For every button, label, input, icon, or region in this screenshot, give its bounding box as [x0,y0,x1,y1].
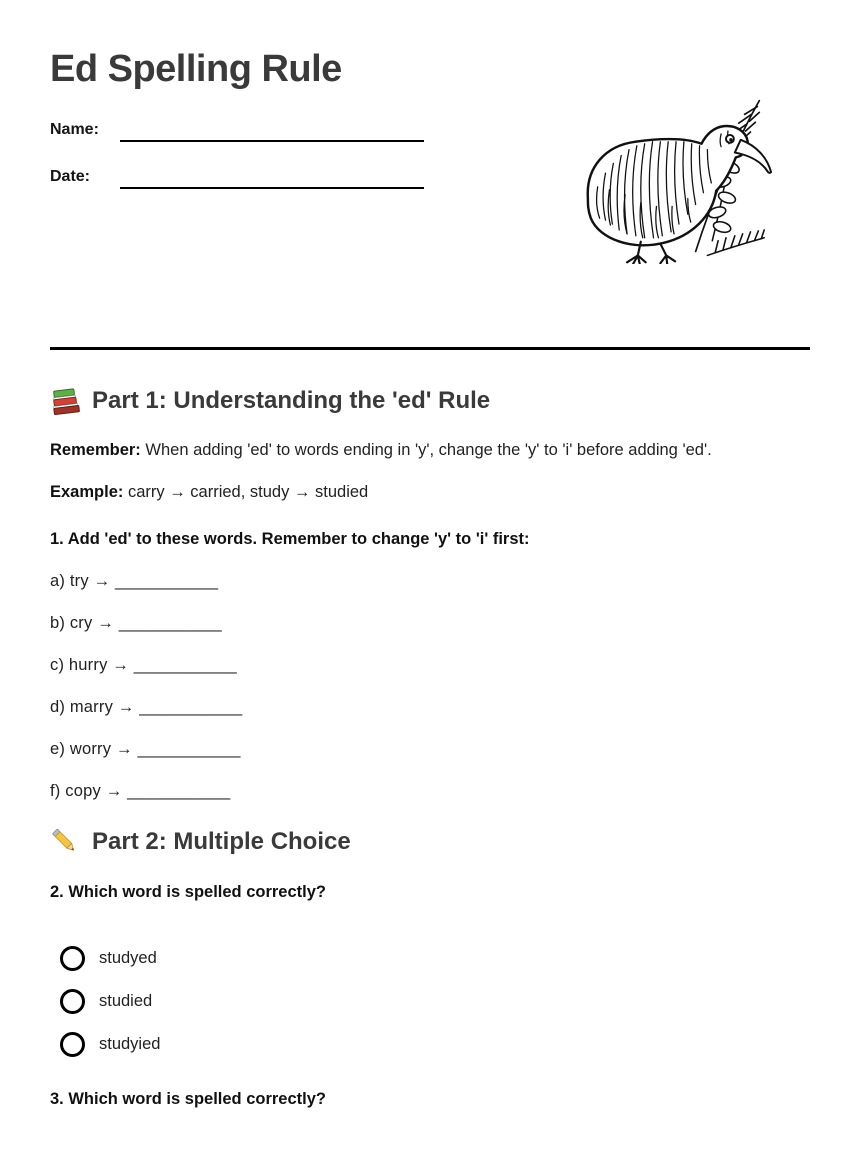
example-text: carry → carried, study → studied [127,483,369,501]
example-label: Example: [50,483,124,501]
kiwi-pupil [729,138,732,141]
option-label: studied [99,992,153,1010]
question2-text: 2. Which word is spelled correctly? [50,883,326,901]
page-title: Ed Spelling Rule [50,48,342,90]
radio-button[interactable] [60,989,85,1014]
worksheet-item-d: d) marry → ___________ [50,698,243,716]
example-paragraph [50,482,810,502]
radio-button[interactable] [60,946,85,971]
name-label: Name: [50,121,99,138]
worksheet-item-c: c) hurry → ___________ [50,656,237,674]
question3-text: 3. Which word is spelled correctly? [50,1090,326,1108]
remember-text: When adding 'ed' to words ending in 'y', change the 'y' to 'i' before adding 'ed'. [145,441,712,459]
date-input-line[interactable] [120,161,424,189]
option-label: studyied [99,1035,161,1053]
radio-option-studied[interactable] [60,989,810,1014]
radio-option-studyied[interactable] [60,1032,810,1057]
worksheet-item-a: a) try → ___________ [50,572,219,590]
date-label: Date: [50,168,91,185]
worksheet-item-e: e) worry → ___________ [50,740,241,758]
part2-heading-text: Part 2: Multiple Choice [92,828,351,855]
part1-heading-text: Part 1: Understanding the 'ed' Rule [92,387,491,414]
radio-button[interactable] [60,1032,85,1057]
kiwi-illustration [582,96,774,264]
name-input-line[interactable] [120,114,424,142]
remember-label: Remember: [50,441,141,459]
books-icon [50,387,81,416]
part1-heading [50,386,810,416]
pencil-icon [50,828,81,857]
part2-heading [50,827,810,857]
radio-option-studyed[interactable] [60,946,810,971]
question2-options [50,946,810,1057]
option-label: studyed [99,949,157,967]
section-divider [50,347,810,350]
fern-lower-frond [707,230,764,255]
remember-paragraph [50,440,810,460]
worksheet-item-f: f) copy → ___________ [50,782,231,800]
question1-text: 1. Add 'ed' to these words. Remember to change 'y' to 'i' first: [50,530,530,548]
worksheet-item-b: b) cry → ___________ [50,614,222,632]
